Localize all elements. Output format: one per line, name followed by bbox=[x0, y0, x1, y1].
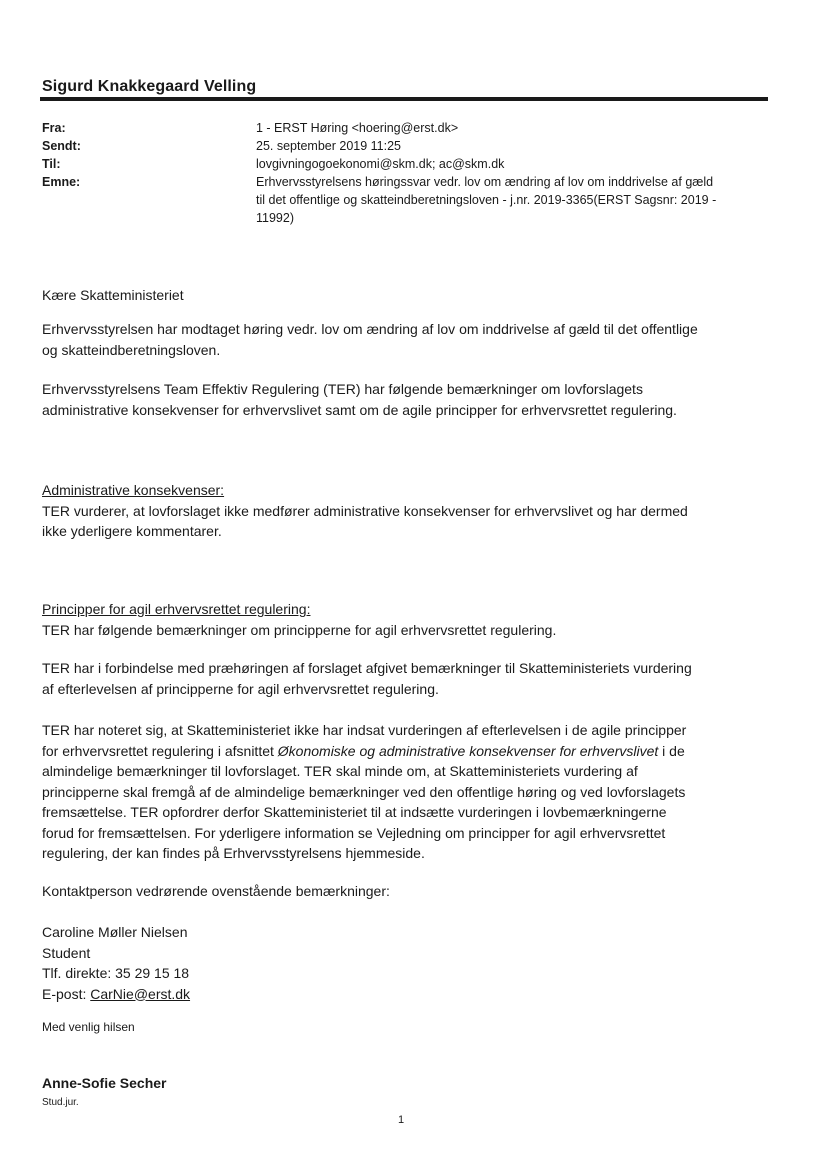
subject-value bbox=[256, 173, 772, 227]
email-link[interactable]: CarNie@erst.dk bbox=[90, 985, 191, 1002]
text-line: regulering, der kan findes på Erhvervsstyrelsens hjemmeside. bbox=[42, 845, 425, 861]
contact-title: Student bbox=[42, 944, 91, 961]
signer-title: Stud.jur. bbox=[42, 1097, 79, 1108]
text-line: Erhvervsstyrelsen har modtaget høring vedr. lov om ændring af lov om inddrivelse af gæld til det offentlige bbox=[42, 321, 698, 337]
contact-name: Caroline Møller Nielsen bbox=[42, 924, 188, 940]
subject-label: Emne: bbox=[42, 175, 81, 189]
text-span: i de bbox=[658, 742, 685, 759]
contact-intro: Kontaktperson vedrørende ovenstående bemærkninger: bbox=[42, 883, 390, 899]
sent-label: Sendt: bbox=[42, 139, 81, 153]
text-line: principperne skal fremgå af de almindelige bemærkninger ved den offentlige høring og ved lovforslagets bbox=[42, 783, 686, 800]
sent-value: 25. september 2019 11:25 bbox=[256, 139, 402, 153]
text-line: fremsættelse. TER opfordrer derfor Skatteministeriet til at indsætte vurderingen i lovbemærkningerne bbox=[42, 804, 667, 820]
subject-line: til det offentlige og skatteindberetningsloven - j.nr. 2019-3365(ERST Sagsnr: 2019 - bbox=[256, 193, 717, 207]
text-line: og skatteindberetningsloven. bbox=[42, 341, 221, 358]
to-value: lovgivningogoekonomi@skm.dk; ac@skm.dk bbox=[256, 157, 505, 171]
sender-name: Sigurd Knakkegaard Velling bbox=[42, 78, 257, 95]
text-line: administrative konsekvenser for erhvervslivet samt om de agile principper for erhvervsrettet regulering. bbox=[42, 401, 677, 418]
text-line: TER har noteret sig, at Skatteministeriet ikke har indsat vurderingen af efterlevelsen i de agile principper bbox=[42, 722, 687, 738]
text-line: af efterlevelsen af principperne for agil erhvervsrettet regulering. bbox=[42, 680, 439, 697]
subject-line: 11992) bbox=[256, 211, 294, 225]
salutation: Kære Skatteministeriet bbox=[42, 287, 184, 303]
page-number: 1 bbox=[398, 1114, 405, 1126]
email-header bbox=[42, 119, 772, 227]
header-row-sent bbox=[42, 137, 772, 155]
paragraph-ter-intro bbox=[42, 379, 772, 420]
sender-divider bbox=[40, 97, 768, 101]
text-line: forud for fremsættelsen. For yderligere information se Vejledning om principper for agil erhvervsrettet bbox=[42, 824, 666, 841]
paragraph-intro bbox=[42, 319, 772, 360]
section-reference: Økonomiske og administrative konsekvenser for erhvervslivet bbox=[277, 742, 659, 759]
section-heading: Administrative konsekvenser: bbox=[42, 482, 225, 498]
text-line: TER har følgende bemærkninger om principperne for agil erhvervsrettet regulering. bbox=[42, 621, 557, 638]
contact-phone: Tlf. direkte: 35 29 15 18 bbox=[42, 965, 190, 981]
header-row-subject bbox=[42, 173, 772, 227]
email-prefix: E-post: bbox=[42, 985, 91, 1002]
section-administrative bbox=[42, 480, 772, 542]
contact-email-line bbox=[42, 984, 772, 1005]
header-row-from bbox=[42, 119, 772, 137]
text-span: for erhvervsrettet regulering i afsnittet bbox=[42, 742, 278, 759]
section-heading: Principper for agil erhvervsrettet regulering: bbox=[42, 601, 311, 617]
contact-block bbox=[42, 922, 772, 1004]
text-line bbox=[42, 741, 772, 762]
subject-line: Erhvervsstyrelsens høringssvar vedr. lov om ændring af lov om inddrivelse af gæld bbox=[256, 175, 714, 189]
text-line: Erhvervsstyrelsens Team Effektiv Regulering (TER) har følgende bemærkninger om lovforslagets bbox=[42, 381, 643, 397]
text-line: TER vurderer, at lovforslaget ikke medfører administrative konsekvenser for erhvervslivet og har dermed bbox=[42, 502, 688, 519]
from-value: 1 - ERST Høring <hoering@erst.dk> bbox=[256, 121, 459, 135]
text-line: ikke yderligere kommentarer. bbox=[42, 523, 222, 539]
paragraph-notice bbox=[42, 720, 772, 864]
header-row-to bbox=[42, 155, 772, 173]
from-label: Fra: bbox=[42, 121, 66, 135]
closing-greeting: Med venlig hilsen bbox=[42, 1020, 135, 1034]
text-line: TER har i forbindelse med præhøringen af forslaget afgivet bemærkninger til Skatteministeriets vurdering bbox=[42, 660, 692, 676]
signer-name: Anne-Sofie Secher bbox=[42, 1075, 167, 1091]
section-principles bbox=[42, 599, 772, 640]
to-label: Til: bbox=[42, 157, 61, 171]
paragraph-prehearing bbox=[42, 658, 772, 699]
text-line: almindelige bemærkninger til lovforslaget. TER skal minde om, at Skatteministeriets vurdering af bbox=[42, 763, 638, 779]
